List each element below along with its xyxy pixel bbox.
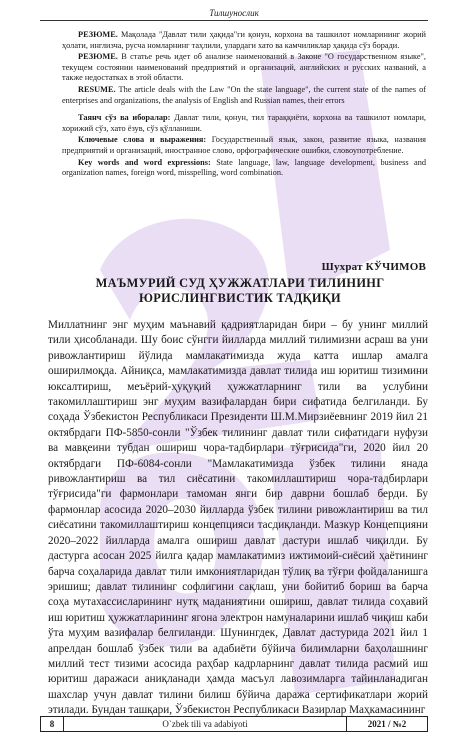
- running-head: Тилшунослик: [40, 8, 428, 21]
- abstract-en: [62, 85, 426, 106]
- keywords-uz-label: Таянч сўз ва иборалар:: [78, 113, 171, 123]
- article-title: [48, 276, 432, 306]
- keywords-en: [62, 158, 426, 179]
- abstract-ru: [62, 52, 426, 84]
- author-name: Шухрат КЎЧИМОВ: [321, 261, 426, 273]
- keywords-ru: [62, 135, 426, 156]
- abstract-uz-text: Мақолада "Давлат тили ҳақида"ги қонун, корхона ва ташкилот номларининг жорий ҳолати, инглизча, русча номларнинг таҳлили, улардаги хато ва камчиликлар ҳақида сўз боради.: [62, 30, 426, 50]
- article-title-line-2: ЮРИСЛИНГВИСТИК ТАДҚИҚИ: [139, 291, 341, 305]
- abstract-uz: [62, 30, 426, 51]
- journal-title: O`zbek tili va adabiyoti: [162, 719, 248, 729]
- keywords-en-label: Key words and word expressions:: [78, 157, 211, 167]
- abstract-ru-label: РЕЗЮМЕ.: [78, 52, 118, 62]
- page-footer: [40, 716, 428, 732]
- body-paragraph: Миллатнинг энг муҳим маънавий қадриятларидан бири – бу унинг миллий тили ҳисобланади. Шу боис сўнгги йилларда миллий тилимизни асраш ва уни ривожлантириш йўлида мамлакатимизда жуда катта ишлар амалга оширилмоқда. Айниқса, мамлакатимизда давлат тилида иш юритиш тизимини юксалтириш, меъёрий-ҳуқуқий ҳужжатларнинг тили ва услубини такомиллаштириш энг муҳим вазифалардан бири сифатида белгиланди. Бу соҳада Ўзбекистон Республикаси Президенти Ш.М.Мирзиёевнинг 2019 йил 21 октябрдаги ПФ-5850-сонли "Ўзбек тилининг давлат тили сифатидаги нуфузи ва мавқеини тубдан ошириш чора-тадбирлари тўғрисида"ги, 2020 йил 20 октябрдаги ПФ-6084-сонли "Мамлакатимизда ўзбек тилини янада ривожлантириш ва тил сиёсатини такомиллаштириш чора-тадбирлари тўғрисида"ги фармонлари тамоман янги бир даврни бошлаб берди. Бу фармонлар асосида 2020–2030 йилларда ўзбек тилини ривожлантириш ва тил сиёсатини такомиллаштириш концепцияси тасдиқланди. Мазкур Концепцияни 2020–2022 йилларда амалга ошириш давлат дастури ишлаб чиқилди. Бу дастурга асосан 2025 йилга қадар мамлакатимиз ижтимоий-сиёсий ҳаётининг барча соҳаларида давлат тили имкониятларидан тўлиқ ва тўғри фойдаланишга эришиш; давлат тилининг софлигини сақлаш, уни бойитиб бориш ва барча соҳа мутахассисларининг нутқ маданиятини ошириш, давлат тилида соҳавий иш юритиш ҳужжатларининг ягона электрон намуналарини ишлаб чиқиш каби ўта муҳим вазифалар белгиланди. Шунингдек, Давлат дастурида 2021 йил 1 апрелдан бошлаб ўзбек тили ва адабиёти бўйича билимларни баҳолашнинг миллий тест тизими асосида раҳбар кадрларнинг давлат тилида расмий иш юритиш даражаси аниқланади ҳамда масъул лавозимларга тайинланадиган шахслар учун давлат тилини билиш бўйича даража сертификатлари жорий этилади. Бундан ташқари, Ўзбекистон Республикаси Вазирлар Маҳкамасининг: [48, 319, 428, 717]
- keywords-en-text: State language, law, language development, business and organization names, foreign word, misspelling, word combination.: [62, 157, 426, 178]
- article-title-line-1: МАЪМУРИЙ СУД ҲУЖЖАТЛАРИ ТИЛИНИНГ: [95, 276, 385, 290]
- keywords-uz-text: Давлат тили, қонун, тил тараққиёти, корхона ва ташкилот номлари, хорижий сўз, хато ёзув, сўз қўлланиши.: [62, 113, 426, 133]
- keywords-ru-text: Государственный язык, закон, развитие языка, названия предприятий и организаций, иностранное слово, орфографические ошибки, словоупотребление.: [62, 135, 427, 155]
- abstract-ru-text: В статье речь идет об анализе наименований в Законе "О государственном языке", текущем состоянии наименований предприятий и организаций, английских и русских названий, а также недостатках в этой области.: [62, 52, 426, 83]
- article-body: [48, 318, 428, 719]
- page-number: 8: [41, 717, 64, 731]
- keywords-uz: [62, 113, 426, 134]
- issue-number: 2021 / №2: [346, 717, 427, 731]
- abstract-uz-label: РЕЗЮМЕ.: [78, 30, 118, 39]
- keywords-ru-label: Ключевые слова и выражения:: [78, 135, 207, 145]
- abstract-en-text: The article deals with the Law "On the state language", the current state of the names of enterprises and organizations, the analysis of English and Russian names, their errors: [62, 84, 426, 105]
- abstracts-block: [62, 30, 426, 180]
- abstract-en-label: RESUME.: [78, 84, 116, 94]
